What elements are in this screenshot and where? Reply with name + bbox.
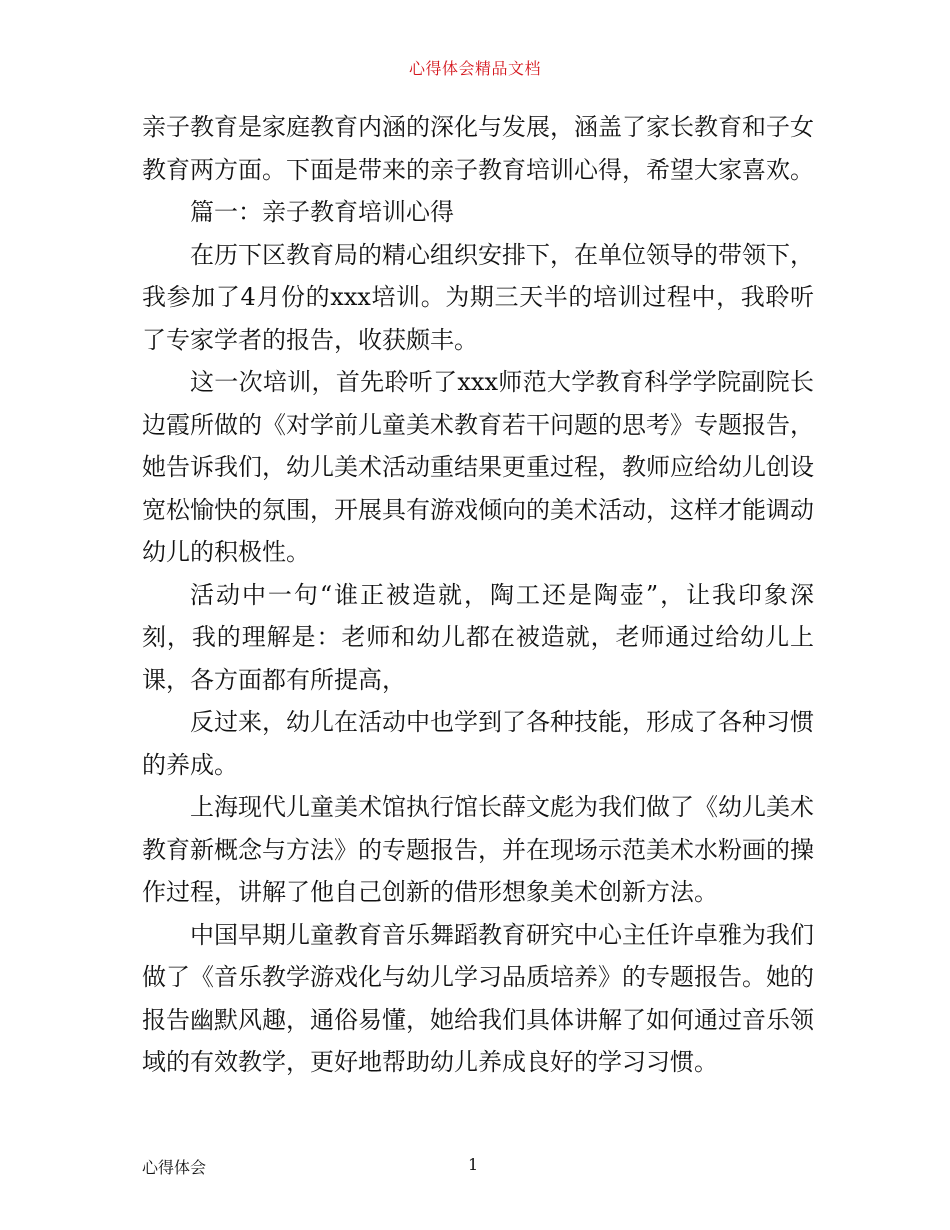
- page-header-title: 心得体会精品文档: [408, 59, 541, 78]
- paragraph: 中国早期儿童教育音乐舞蹈教育研究中心主任许卓雅为我们做了《音乐教学游戏化与幼儿学习品质培养》的专题报告。她的报告幽默风趣，通俗易懂，她给我们具体讲解了如何通过音乐领域的有效教学，更好地帮助幼儿养成良好的学习习惯。: [142, 920, 814, 1076]
- paragraph-intro: 亲子教育是家庭教育内涵的深化与发展，涵盖了家长教育和子女教育两方面。下面是带来的亲子教育培训心得，希望大家喜欢。: [142, 113, 814, 184]
- paragraph: 这一次培训，首先聆听了xxx师范大学教育科学学院副院长边霞所做的《对学前儿童美术教育若干问题的思考》专题报告，她告诉我们，幼儿美术活动重结果更重过程，教师应给幼儿创设宽松愉快的氛围，开展具有游戏倾向的美术活动，这样才能调动幼儿的积极性。: [142, 368, 814, 566]
- section-heading: 篇一：亲子教育培训心得: [190, 198, 454, 226]
- paragraph: 在历下区教育局的精心组织安排下，在单位领导的带领下，我参加了4月份的xxx培训。为期三天半的培训过程中，我聆听了专家学者的报告，收获颇丰。: [142, 240, 814, 354]
- paragraph: 活动中一句“谁正被造就，陶工还是陶壶”，让我印象深刻，我的理解是：老师和幼儿都在被造就，老师通过给幼儿上课，各方面都有所提高，: [142, 580, 814, 694]
- footer-label: 心得体会: [142, 1158, 207, 1177]
- paragraph: 反过来，幼儿在活动中也学到了各种技能，形成了各种习惯的养成。: [142, 708, 814, 779]
- page-number: 1: [468, 1155, 479, 1174]
- paragraph: 上海现代儿童美术馆执行馆长薛文彪为我们做了《幼儿美术教育新概念与方法》的专题报告，并在现场示范美术水粉画的操作过程，讲解了他自己创新的借形想象美术创新方法。: [142, 793, 814, 906]
- document-body: [142, 106, 814, 1084]
